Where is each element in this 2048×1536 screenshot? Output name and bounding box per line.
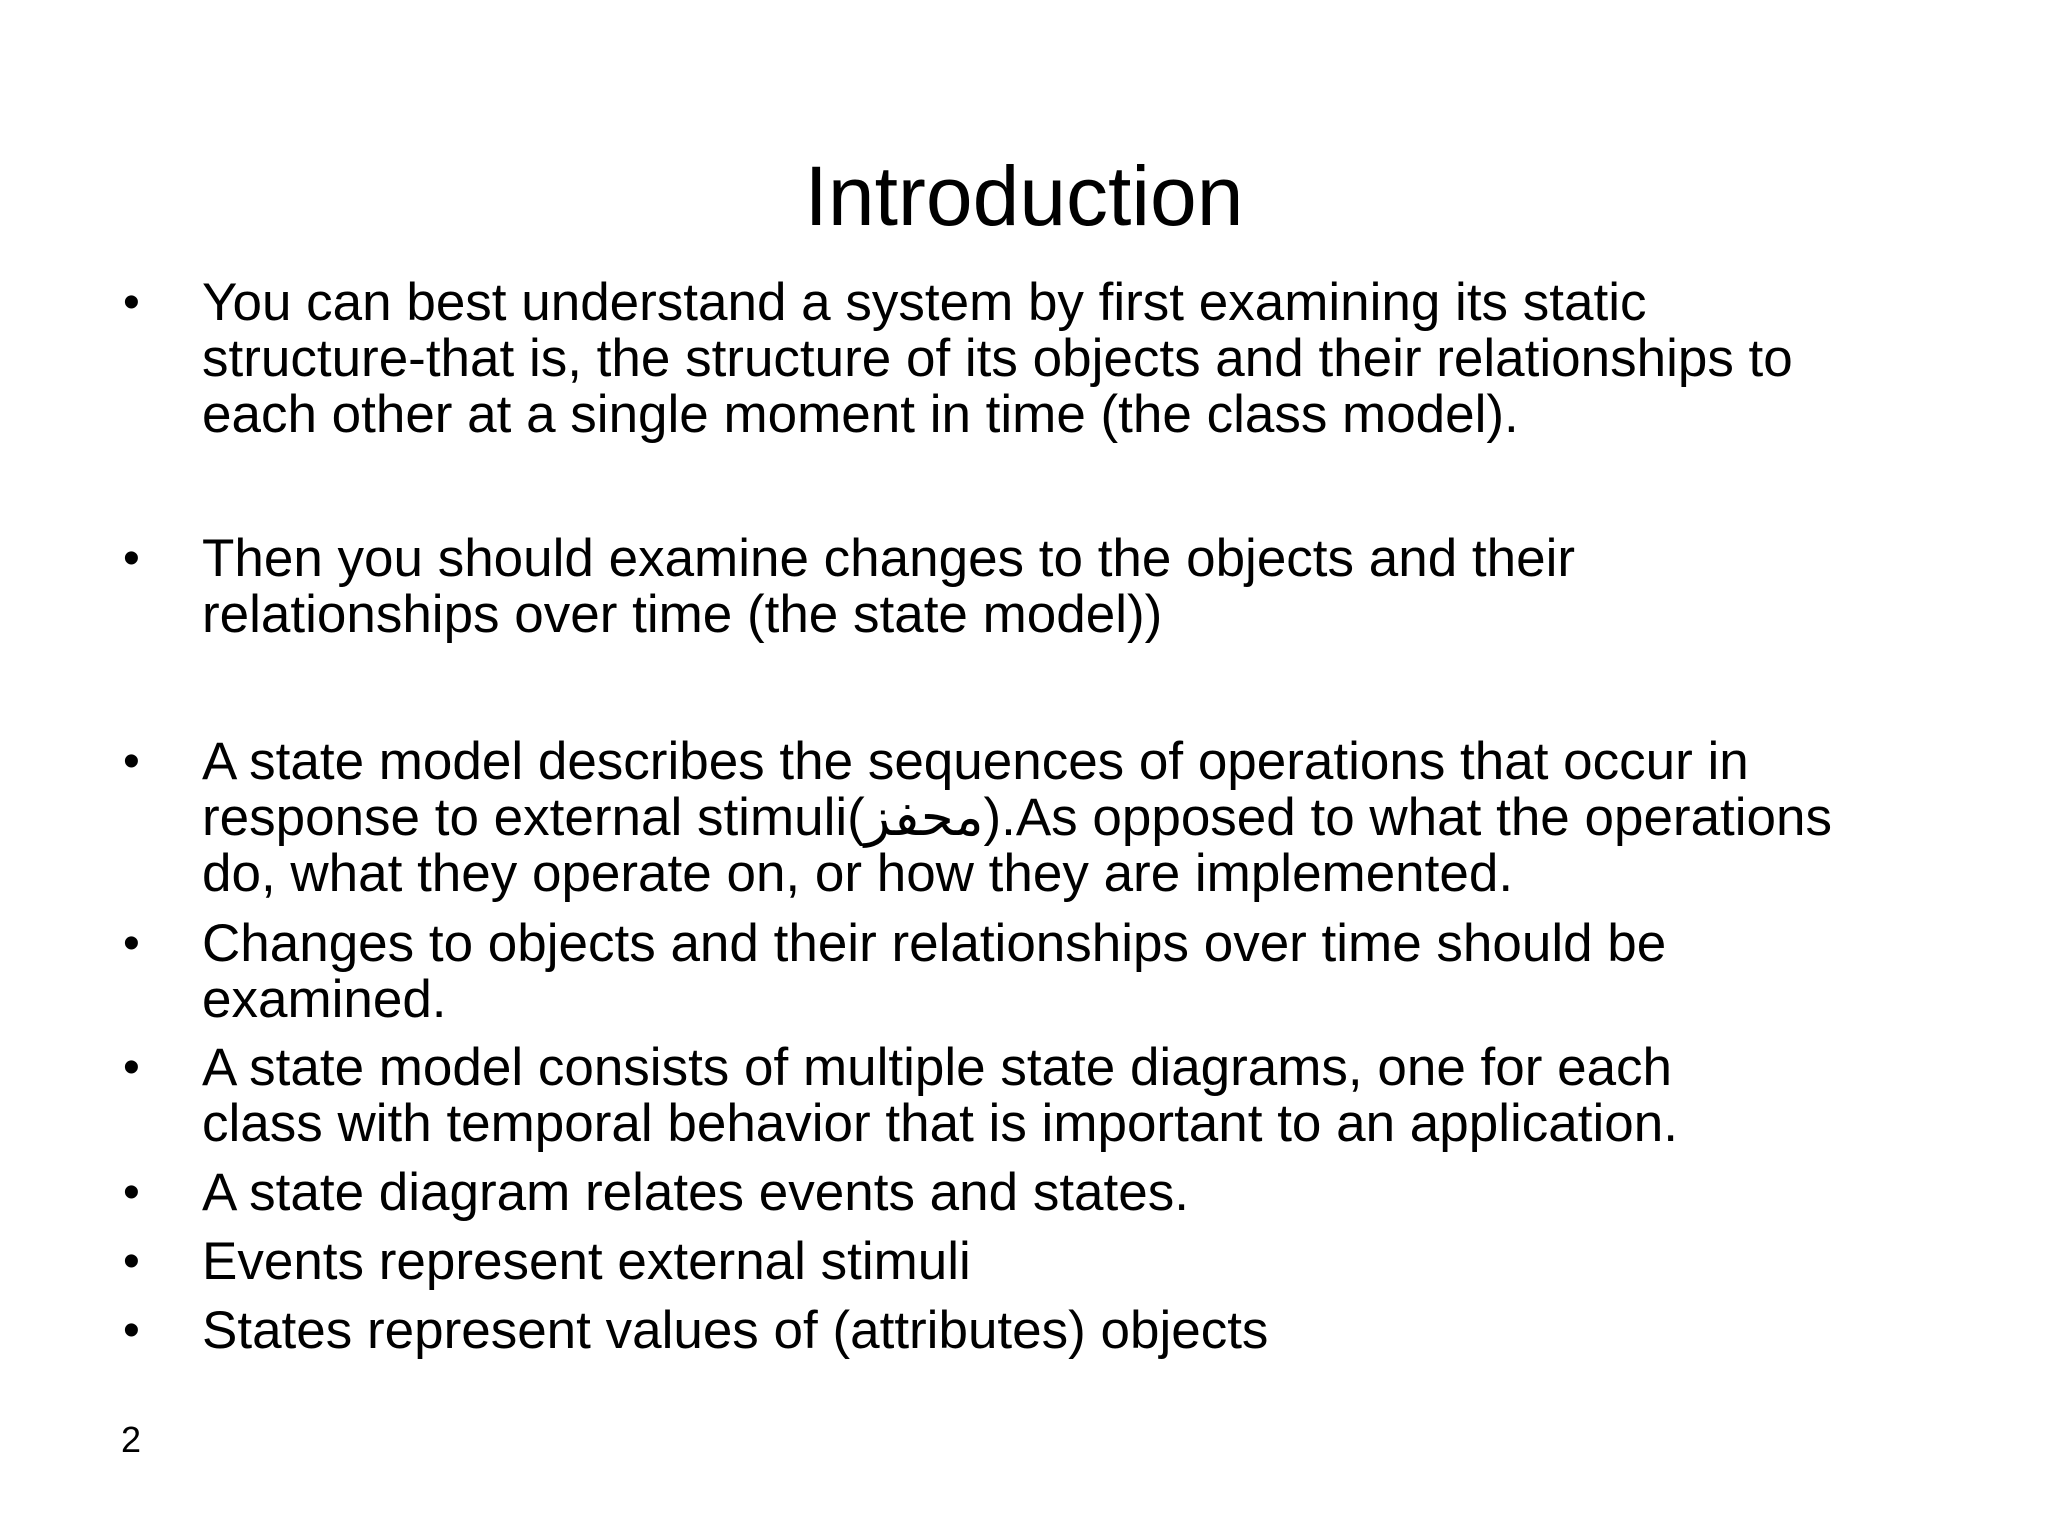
bullet-line: A state model describes the sequences of operations that occur in [202, 732, 1749, 791]
bullet-text [202, 275, 1962, 443]
bullet-line: do, what they operate on, or how they are implemented. [202, 844, 1514, 903]
bullet-line: each other at a single moment in time (the class model). [202, 385, 1519, 444]
bullet-text [202, 1165, 1962, 1221]
bullet-line: A state model consists of multiple state diagrams, one for each [202, 1038, 1673, 1097]
bullet-line: Changes to objects and their relationships over time should be [202, 914, 1667, 973]
bullet-icon: • [123, 1166, 140, 1219]
bullet-line: structure-that is, the structure of its objects and their relationships to [202, 329, 1793, 388]
bullet-line: States represent values of (attributes) objects [202, 1301, 1269, 1360]
bullet-text [202, 916, 1962, 1028]
bullet-line: A state diagram relates events and states. [202, 1163, 1189, 1222]
bullet-line: relationships over time (the state model)) [202, 585, 1163, 644]
bullet-text [202, 1303, 1962, 1359]
bullet-icon: • [123, 1235, 140, 1288]
page-number: 2 [121, 1419, 142, 1460]
slide-title: Introduction [804, 149, 1244, 243]
bullet-line: Then you should examine changes to the objects and their [202, 529, 1576, 588]
bullet-icon: • [123, 276, 140, 329]
bullet-icon: • [123, 1304, 140, 1357]
bullet-line: You can best understand a system by first examining its static [202, 273, 1647, 332]
bullet-icon: • [123, 735, 140, 788]
bullet-text [202, 531, 1962, 643]
bullet-text [202, 1040, 1962, 1152]
bullet-icon: • [123, 917, 140, 970]
bullet-text [202, 1234, 1962, 1290]
bullet-text [202, 734, 1962, 902]
bullet-icon: • [123, 1041, 140, 1094]
bullet-line: response to external stimuli(محفز).As opposed to what the operations [202, 788, 1832, 847]
bullet-icon: • [123, 532, 140, 585]
bullet-line: class with temporal behavior that is important to an application. [202, 1094, 1678, 1153]
bullet-line: Events represent external stimuli [202, 1232, 971, 1291]
bullet-line: examined. [202, 970, 447, 1029]
